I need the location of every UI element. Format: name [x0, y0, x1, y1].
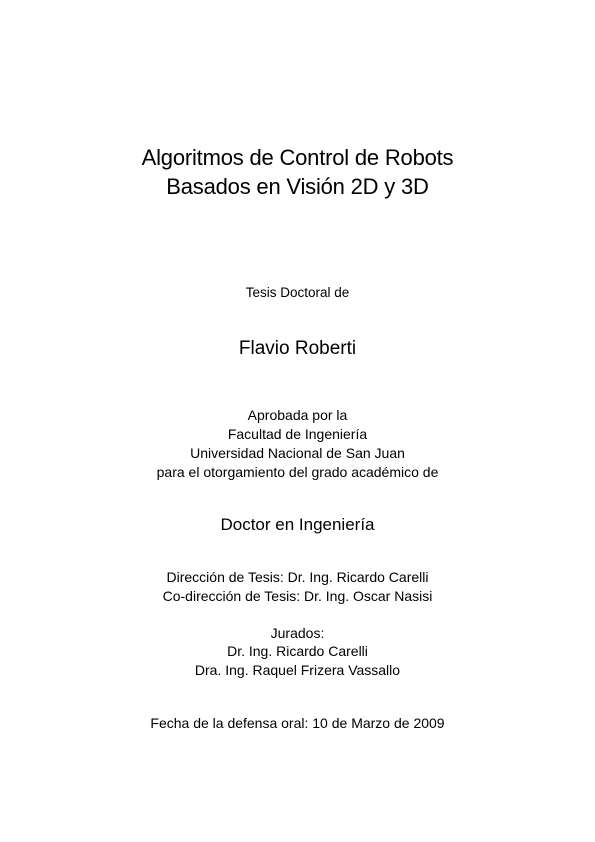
approval-line-3: Universidad Nacional de San Juan: [190, 445, 405, 461]
jury-member: Dr. Ing. Ricardo Carelli: [227, 643, 368, 659]
approval-line-1: Aprobada por la: [247, 407, 348, 423]
jury-member: Dra. Ing. Raquel Frizera Vassallo: [194, 662, 401, 678]
thesis-title-line-1: Algoritmos de Control de Robots: [141, 145, 454, 170]
thesis-label: Tesis Doctoral de: [245, 285, 350, 300]
author-name: Flavio Roberti: [238, 338, 357, 359]
approval-line-2: Facultad de Ingeniería: [227, 426, 368, 442]
approval-line-4: para el otorgamiento del grado académico de: [156, 464, 439, 480]
degree-title: Doctor en Ingeniería: [220, 515, 375, 534]
thesis-co-director: Co-dirección de Tesis: Dr. Ing. Oscar Nasisi: [162, 588, 433, 604]
jury-label: Jurados:: [270, 625, 325, 641]
defense-date: Fecha de la defensa oral: 10 de Marzo de 2009: [150, 715, 445, 731]
thesis-director: Dirección de Tesis: Dr. Ing. Ricardo Carelli: [166, 569, 429, 585]
thesis-title-line-2: Basados en Visión 2D y 3D: [166, 174, 429, 199]
